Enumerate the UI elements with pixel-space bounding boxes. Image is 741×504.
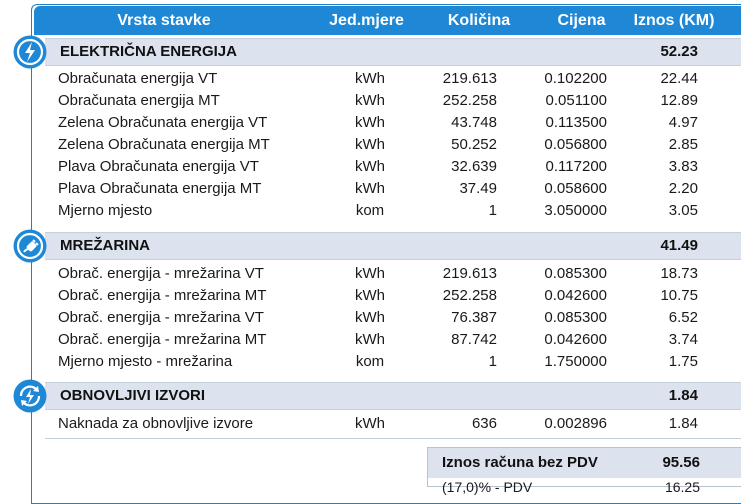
row-name: Obrač. energija - mrežarina VT [58,265,264,282]
row-unit: kom [355,202,385,219]
row-unit: kWh [355,415,385,432]
table-header [34,6,741,35]
row-price: 3.050000 [544,202,607,219]
row-name: Obrač. energija - mrežarina MT [58,331,267,348]
row-quantity: 43.748 [451,114,497,131]
row-unit: kWh [355,180,385,197]
table-row [0,307,741,329]
row-amount: 2.20 [668,180,698,197]
row-amount: 6.52 [668,309,698,326]
row-price: 0.085300 [544,309,607,326]
row-amount: 1.75 [668,353,698,370]
col-price-header: Cijena [557,12,606,29]
section-total-network: 41.49 [660,237,698,254]
table-row [0,200,741,222]
col-amount-header: Iznos (KM) [633,12,715,29]
row-amount: 2.85 [668,136,698,153]
row-unit: kWh [355,158,385,175]
row-amount: 10.75 [660,287,698,304]
row-unit: kWh [355,265,385,282]
col-unit-header: Jed.mjere [329,12,404,29]
row-quantity: 87.742 [451,331,497,348]
section-total-electricity: 52.23 [660,43,698,60]
row-price: 0.042600 [544,331,607,348]
table-row [0,351,741,373]
row-price: 0.042600 [544,287,607,304]
row-quantity: 219.613 [442,265,497,282]
section-title-network: MREŽARINA [60,237,150,254]
row-unit: kWh [355,309,385,326]
row-name: Zelena Obračunata energija VT [58,114,268,131]
row-amount: 18.73 [660,265,698,282]
row-price: 0.056800 [544,136,607,153]
table-row [0,68,741,90]
row-amount: 4.97 [668,114,698,131]
lightning-bolt-icon [12,34,48,70]
row-amount: 22.44 [660,70,698,87]
row-name: Obrač. energija - mrežarina MT [58,287,267,304]
row-unit: kWh [355,331,385,348]
row-price: 0.051100 [545,92,607,109]
section-title-electricity: ELEKTRIČNA ENERGIJA [60,43,237,60]
row-price: 0.085300 [544,265,607,282]
row-name: Obračunata energija MT [58,92,220,109]
table-row [0,134,741,156]
divider [45,438,741,439]
vat-value: 16.25 [664,479,700,495]
row-quantity: 252.258 [442,287,497,304]
row-amount: 3.05 [668,202,698,219]
row-amount: 1.84 [668,415,698,432]
row-price: 0.113500 [545,114,607,131]
table-row [0,329,741,351]
row-quantity: 636 [471,415,497,432]
row-name: Obrač. energija - mrežarina VT [58,309,264,326]
row-name: Obračunata energija VT [58,70,218,87]
plug-icon [12,228,48,264]
row-unit: kWh [355,287,385,304]
table-row [0,156,741,178]
row-price: 0.117200 [545,158,607,175]
row-quantity: 32.639 [451,158,497,175]
row-amount: 3.74 [668,331,698,348]
table-row [0,285,741,307]
row-quantity: 1 [488,202,497,219]
row-price: 0.002896 [544,415,607,432]
renewable-energy-icon [12,378,48,414]
section-total-renewables: 1.84 [668,387,698,404]
row-name: Zelena Obračunata energija MT [58,136,270,153]
row-unit: kom [355,353,385,370]
row-price: 1.750000 [544,353,607,370]
row-quantity: 1 [488,353,497,370]
row-price: 0.102200 [544,70,607,87]
row-quantity: 219.613 [442,70,497,87]
row-name: Plava Obračunata energija VT [58,158,259,175]
row-quantity: 76.387 [451,309,497,326]
row-price: 0.058600 [544,180,607,197]
table-row [0,413,741,435]
vat-label: (17,0)% - PDV [442,479,533,495]
summary-label: Iznos računa bez PDV [442,454,598,471]
row-amount: 3.83 [668,158,698,175]
table-row [0,90,741,112]
col-item-header: Vrsta stavke [117,12,211,29]
row-quantity: 37.49 [459,180,497,197]
row-unit: kWh [355,136,385,153]
row-name: Mjerno mjesto - mrežarina [58,353,233,370]
section-title-renewables: OBNOVLJIVI IZVORI [60,387,206,404]
table-row [0,178,741,200]
row-amount: 12.89 [660,92,698,109]
summary-value: 95.56 [662,454,700,471]
row-quantity: 50.252 [451,136,497,153]
row-name: Naknada za obnovljive izvore [58,415,254,432]
row-name: Plava Obračunata energija MT [58,180,262,197]
row-unit: kWh [355,114,385,131]
col-quantity-header: Količina [447,12,511,29]
row-unit: kWh [355,92,385,109]
row-quantity: 252.258 [442,92,497,109]
table-row [0,112,741,134]
summary-box [427,447,741,495]
table-row [0,263,741,285]
row-name: Mjerno mjesto [58,202,153,219]
row-unit: kWh [355,70,385,87]
